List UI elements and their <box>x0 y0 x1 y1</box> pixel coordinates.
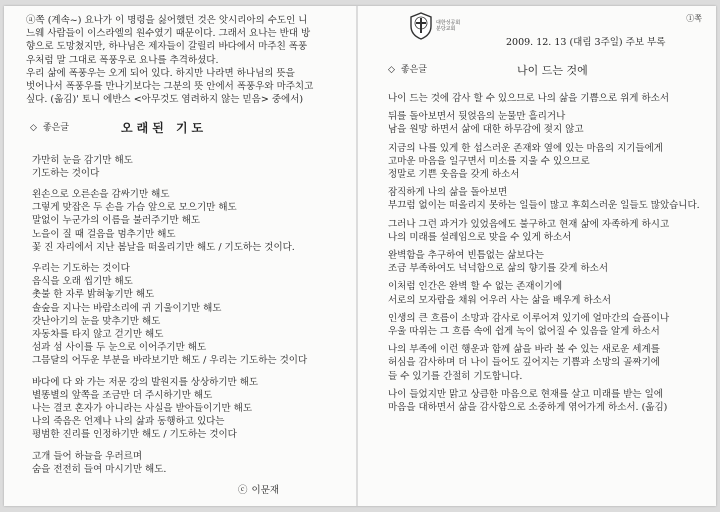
poem-line: 그렇게 맞잡은 두 손을 가슴 앞으로 모으기만 해도 <box>32 202 237 214</box>
poem-author <box>238 484 344 497</box>
poem-line: 섬과 섬 사이를 두 눈으로 이어주기만 해도 <box>32 342 207 354</box>
reading-line: 이처럼 인간은 완벽 할 수 없는 존재이기에 <box>388 281 563 293</box>
poem-stanza <box>32 376 344 442</box>
poem-line: 갓난아기의 눈을 맞추기만 해도 <box>32 315 161 327</box>
reading-stanza <box>388 280 706 306</box>
reading-line: 지금의 나를 있게 한 섭스러운 존재와 옆에 있는 마음의 지기들에게 <box>388 142 663 154</box>
reading-line: 그러나 그런 과거가 있었음에도 불구하고 현재 삶에 자족하게 하시고 <box>388 218 670 230</box>
poem-stanza <box>32 450 344 476</box>
diamond-bullet-icon: ◇ <box>388 65 395 75</box>
right-page <box>388 14 706 500</box>
poem-line: 노을이 질 때 걸음을 멈추기만 해도 <box>32 228 176 240</box>
intro-line: ⓐ쪽 (계속~) 요나가 이 명령을 싫어했던 것은 앗시리아의 수도인 니 <box>26 15 308 26</box>
copyright-mark: ⓒ <box>238 485 248 497</box>
intro-line: 우리 삶에 폭풍우는 오게 되어 있다. 하지만 나라면 하나님의 뜻을 <box>26 67 295 79</box>
poem-line: 가만히 눈을 감기만 해도 <box>32 154 133 166</box>
reading-title: 나이 드는 것에 <box>517 64 588 77</box>
poem-line: 음식을 오래 씹기만 해도 <box>32 276 133 288</box>
reading-stanza <box>388 110 706 136</box>
left-page <box>26 14 344 497</box>
reading-stanza <box>388 186 706 212</box>
reading-stanza <box>388 312 706 338</box>
poem-line: 우리는 기도하는 것이다 <box>32 263 130 275</box>
reading-line: 나의 미래를 설레임으로 맞을 수 있게 하소서 <box>388 231 572 243</box>
reading-stanza <box>388 388 706 414</box>
poem-line: 바다에 다 와 가는 저문 강의 발원지를 상상하기만 해도 <box>32 376 259 388</box>
poem-line: 숨을 전전히 들여 마시기만 해도. <box>32 463 167 475</box>
poem-line: 기도하는 것이다 <box>32 167 100 179</box>
poem-line: 꽃 진 자리에서 지난 봄날을 떠올리기만 해도 / 기도하는 것이다. <box>32 241 295 253</box>
reading-line: 들 수 있기를 간절히 기도합니다. <box>388 370 523 382</box>
poem-stanza <box>32 188 344 254</box>
intro-line: 느웨 사람들이 이스라엘의 원수였기 때문이다. 그래서 요나는 반대 방 <box>26 28 311 40</box>
reading-line: 서로의 모자람을 채워 어우러 사는 삶을 배우게 하소서 <box>388 294 612 306</box>
center-fold <box>356 6 358 506</box>
reading-line: 마음을 대하면서 삶을 감사함으로 소중하게 엮어가게 하소서. (옮김) <box>388 402 668 414</box>
poem-line: 나의 죽음은 언제나 나의 삶과 동행하고 있다는 <box>32 416 225 428</box>
section-keyword: 좋은글 <box>42 123 70 134</box>
intro-line: 향으로 도망쳤지만, 하나님은 제자들이 갈릴리 바다에서 마주친 폭풍 <box>26 41 308 53</box>
reading-line: 우울 따위는 그 흐름 속에 쉽게 녹이 없어질 수 있음을 알게 하소서 <box>388 326 660 338</box>
reading-stanza <box>388 218 706 244</box>
reading-stanza <box>388 92 706 105</box>
intro-line: 우처럼 말 그대로 폭풍우로 요나를 추격하셨다. <box>26 54 219 66</box>
reading-line: 잠직하게 나의 삶을 돌아보면 <box>388 187 508 199</box>
poem-line: 왼손으로 오른손을 감싸기만 해도 <box>32 189 170 201</box>
poem-stanza <box>32 154 344 180</box>
reading-stanza <box>388 249 706 275</box>
reading-stanza <box>388 142 706 182</box>
reading-line: 조금 부족하여도 넉넉함으로 삶의 향기를 갖게 하소서 <box>388 263 609 275</box>
poem-line: 고개 들어 하늘을 우러르며 <box>32 450 143 462</box>
poem-line: 별똥별의 앞쪽을 조금만 더 주시하기만 해도 <box>32 389 213 401</box>
church-emblem-icon <box>410 12 432 40</box>
poem-stanza <box>32 262 344 368</box>
poem-line: 나는 결코 혼자가 아니라는 사실을 받아들이기만 해도 <box>32 403 253 415</box>
page-number: ①쪽 <box>686 14 702 23</box>
reading-line: 남을 원망 하면서 삶에 대한 하무감에 젖지 않고 <box>388 124 584 136</box>
reading-line: 나의 부족에 이런 행운과 함께 삶을 바라 볼 수 있는 새로운 세계를 <box>388 344 660 356</box>
reading-line: 나이 드는 것에 감사 할 수 있으므로 나의 삶을 기쁨으로 위게 하소서 <box>388 93 669 104</box>
diamond-bullet-icon: ◇ <box>30 123 37 134</box>
poem-line: 자동차를 타지 않고 걷기만 해도 <box>32 329 164 341</box>
poem-line: 솔숲을 지나는 바람소리에 귀 기울이기만 해도 <box>32 302 222 314</box>
reading-line: 뒤를 돌아보면서 뒷얹음의 눈물만 흘리거나 <box>388 111 566 123</box>
poem-line: 평범한 진리를 인정하기만 해도 / 기도하는 것이다 <box>32 429 237 441</box>
reading-body <box>388 92 706 419</box>
bulletin-date: 2009. 12. 13 (대림 3주일) 주보 부록 <box>506 37 666 48</box>
reading-header <box>388 64 706 77</box>
reading-line: 고마운 마음을 일구면서 미소를 지울 수 있으므로 <box>388 155 590 167</box>
poem-title: 오래된 기도 <box>121 121 208 136</box>
church-logo <box>410 12 460 40</box>
reading-line: 부끄럼 없이는 떠올리지 못하는 일들이 많고 후회스러운 일들도 많았습니다. <box>388 200 700 212</box>
intro-line: 싶다. (옮김)' 토니 에반스 <아무것도 염려하지 않는 믿음> 중에서) <box>26 94 304 106</box>
reading-line: 허심을 감사하며 더 나이 들어도 깊어지는 기쁨과 소망의 골짜기에 <box>388 357 660 369</box>
poem-line: 촛불 한 자루 밝혀놓기만 해도 <box>32 289 155 301</box>
church-name: 대한성공회 분당교회 <box>436 20 461 32</box>
section-keyword: 좋은글 <box>400 65 428 75</box>
poem-header <box>30 122 344 135</box>
poem-line: 말없이 누군가의 이름을 불러주기만 해도 <box>32 215 201 227</box>
reading-stanza <box>388 343 706 383</box>
intro-paragraph <box>26 14 344 106</box>
author-name: 이문재 <box>251 485 280 497</box>
intro-line: 벗어나서 폭풍우를 만나기보다는 그분의 뜻 안에서 폭풍우와 마주치고 <box>26 81 314 93</box>
reading-line: 정말로 기쁜 웃음을 갖게 하소서 <box>388 169 520 181</box>
reading-line: 완벽함을 추구하여 빈틈없는 삶보다는 <box>388 250 544 262</box>
poem-line: 그믐달의 어두운 부분을 바라보기만 해도 / 우리는 기도하는 것이다 <box>32 355 308 367</box>
reading-line: 나이 들었지만 맑고 상큼한 마음으로 현재를 살고 미래를 받는 일에 <box>388 388 663 400</box>
reading-line: 인생의 큰 흐름이 소망과 감사로 이루어져 있기에 얼마간의 슬픔이나 <box>388 312 670 324</box>
